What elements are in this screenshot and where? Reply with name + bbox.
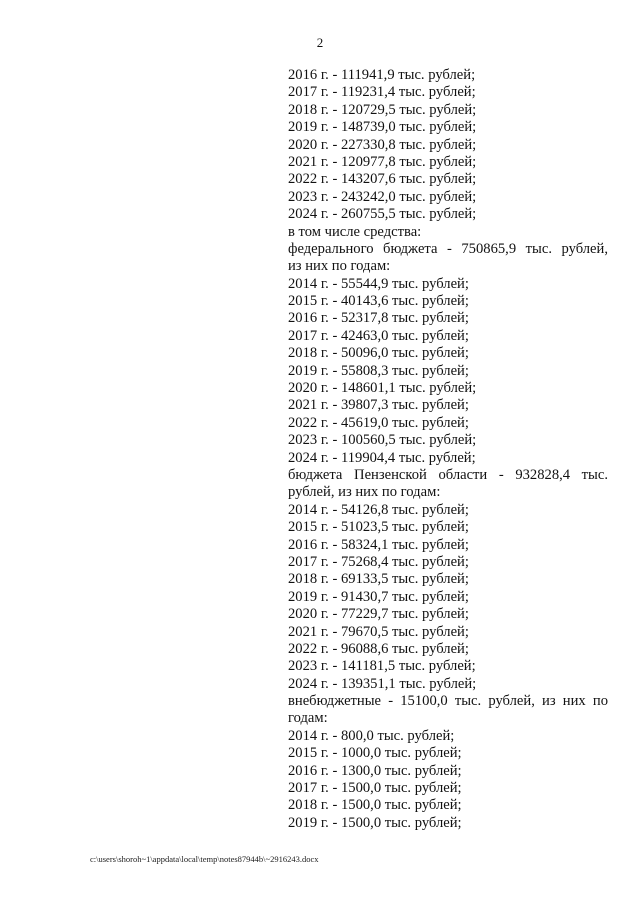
text-line: 2014 г. - 55544,9 тыс. рублей; [288, 275, 469, 292]
text-line: 2019 г. - 1500,0 тыс. рублей; [288, 814, 462, 831]
text-line: 2020 г. - 77229,7 тыс. рублей; [288, 606, 469, 623]
text-line: 2019 г. - 55808,3 тыс. рублей; [288, 362, 469, 379]
text-line: 2014 г. - 54126,8 тыс. рублей; [288, 501, 469, 518]
text-line: 2014 г. - 800,0 тыс. рублей; [288, 727, 455, 744]
text-line: 2020 г. - 227330,8 тыс. рублей; [288, 136, 477, 153]
text-line: 2019 г. - 148739,0 тыс. рублей; [288, 119, 477, 136]
text-line: 2024 г. - 260755,5 тыс. рублей; [288, 206, 477, 223]
regional-budget-total-line: бюджета Пензенской области - 932828,4 тыс. [288, 466, 608, 483]
text-line: 2017 г. - 42463,0 тыс. рублей; [288, 327, 469, 344]
text-line: 2015 г. - 40143,6 тыс. рублей; [288, 293, 469, 310]
text-line: 2017 г. - 75268,4 тыс. рублей; [288, 553, 469, 570]
text-line: 2021 г. - 39807,3 тыс. рублей; [288, 397, 469, 414]
text-line: 2018 г. - 50096,0 тыс. рублей; [288, 345, 469, 362]
page-number: 2 [316, 35, 324, 50]
extra-budgetary-total-line: внебюджетные - 15100,0 тыс. рублей, из них по [288, 693, 608, 710]
budget-text-column [288, 67, 608, 832]
text-line: 2024 г. - 139351,1 тыс. рублей; [288, 675, 477, 692]
footer-file-path: c:\users\shoroh~1\appdata\local\temp\notes87944b\~2916243.docx [90, 854, 319, 864]
text-line: 2016 г. - 111941,9 тыс. рублей; [288, 67, 476, 83]
text-line: 2023 г. - 243242,0 тыс. рублей; [288, 188, 477, 205]
text-line: 2017 г. - 119231,4 тыс. рублей; [288, 84, 476, 101]
text-line: 2019 г. - 91430,7 тыс. рублей; [288, 588, 469, 605]
text-line: 2023 г. - 100560,5 тыс. рублей; [288, 432, 477, 449]
by-years-line: годам: [288, 710, 328, 727]
federal-budget-total-line: федерального бюджета - 750865,9 тыс. рублей, [288, 240, 608, 257]
by-years-line: из них по годам: [288, 258, 391, 275]
text-line: 2021 г. - 79670,5 тыс. рублей; [288, 623, 469, 640]
text-line: 2017 г. - 1500,0 тыс. рублей; [288, 780, 462, 797]
text-line: 2020 г. - 148601,1 тыс. рублей; [288, 380, 477, 397]
by-years-line: рублей, из них по годам: [288, 484, 441, 501]
text-line: 2022 г. - 143207,6 тыс. рублей; [288, 171, 477, 188]
text-line: 2018 г. - 120729,5 тыс. рублей; [288, 101, 477, 118]
text-line: 2024 г. - 119904,4 тыс. рублей; [288, 449, 476, 466]
text-line: 2018 г. - 1500,0 тыс. рублей; [288, 797, 462, 814]
text-line: 2022 г. - 96088,6 тыс. рублей; [288, 640, 469, 657]
text-line: 2015 г. - 51023,5 тыс. рублей; [288, 519, 469, 536]
text-line: 2022 г. - 45619,0 тыс. рублей; [288, 414, 469, 431]
text-line: 2018 г. - 69133,5 тыс. рублей; [288, 571, 469, 588]
text-line: 2021 г. - 120977,8 тыс. рублей; [288, 153, 477, 170]
text-line: 2015 г. - 1000,0 тыс. рублей; [288, 745, 462, 762]
section-intro-line: в том числе средства: [288, 223, 422, 240]
text-line: 2016 г. - 52317,8 тыс. рублей; [288, 310, 469, 327]
text-line: 2016 г. - 1300,0 тыс. рублей; [288, 762, 462, 779]
text-line: 2023 г. - 141181,5 тыс. рублей; [288, 658, 476, 675]
text-line: 2016 г. - 58324,1 тыс. рублей; [288, 536, 469, 553]
